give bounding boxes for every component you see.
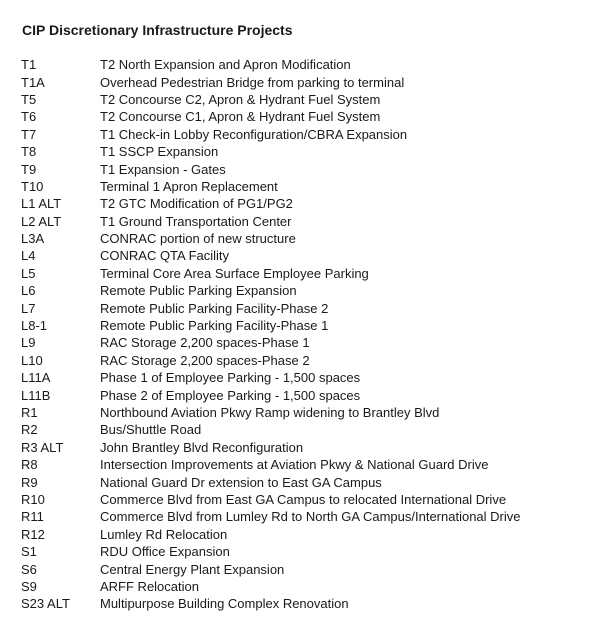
project-row (0, 421, 598, 438)
project-description: Multipurpose Building Complex Renovation (100, 596, 349, 612)
project-code: T7 (21, 126, 37, 142)
project-code: T10 (21, 178, 44, 194)
project-row (0, 126, 598, 143)
project-code: L8-1 (21, 318, 48, 334)
project-code: L6 (21, 283, 36, 299)
project-row (0, 404, 598, 421)
project-code: S1 (21, 544, 37, 560)
project-description: ARFF Relocation (100, 578, 199, 594)
project-description: T2 GTC Modification of PG1/PG2 (100, 196, 293, 212)
project-row (0, 282, 598, 299)
project-description: National Guard Dr extension to East GA Campus (100, 474, 382, 490)
project-row (0, 213, 598, 230)
document-title: CIP Discretionary Infrastructure Projects (22, 22, 293, 38)
project-row (0, 108, 598, 125)
project-row (0, 508, 598, 525)
project-row (0, 91, 598, 108)
project-description: T2 Concourse C2, Apron & Hydrant Fuel System (100, 91, 381, 107)
project-code: R9 (21, 474, 38, 490)
project-description: CONRAC portion of new structure (100, 231, 296, 247)
project-description: RAC Storage 2,200 spaces-Phase 2 (100, 352, 310, 368)
project-description: Phase 1 of Employee Parking - 1,500 spaces (100, 370, 361, 386)
project-description: Commerce Blvd from East GA Campus to relocated International Drive (100, 491, 507, 507)
project-description: T2 Concourse C1, Apron & Hydrant Fuel System (100, 109, 381, 125)
project-code: T5 (21, 91, 37, 107)
project-code: L5 (21, 265, 36, 281)
project-description: Remote Public Parking Facility-Phase 1 (100, 318, 329, 334)
project-row (0, 560, 598, 577)
project-code: S23 ALT (21, 596, 70, 612)
project-row (0, 578, 598, 595)
project-description: RDU Office Expansion (100, 544, 230, 560)
project-code: L1 ALT (21, 196, 62, 212)
project-description: Terminal 1 Apron Replacement (100, 178, 278, 194)
project-code: R2 (21, 422, 38, 438)
project-description: Overhead Pedestrian Bridge from parking to terminal (100, 74, 405, 90)
project-row (0, 473, 598, 490)
project-description: John Brantley Blvd Reconfiguration (100, 439, 304, 455)
project-list (0, 56, 598, 613)
project-code: L9 (21, 335, 36, 351)
project-description: RAC Storage 2,200 spaces-Phase 1 (100, 335, 310, 351)
project-code: T6 (21, 109, 37, 125)
project-code: T1 (21, 57, 37, 73)
project-row (0, 56, 598, 73)
project-row (0, 317, 598, 334)
project-code: T1A (21, 74, 45, 90)
project-row (0, 386, 598, 403)
project-description: Lumley Rd Relocation (100, 526, 228, 542)
project-description: Northbound Aviation Pkwy Ramp widening to Brantley Blvd (100, 405, 440, 420)
project-row (0, 247, 598, 264)
project-row (0, 439, 598, 456)
project-code: L10 (21, 352, 43, 368)
project-code: L11A (21, 370, 51, 386)
project-description: Intersection Improvements at Aviation Pkwy & National Guard Drive (100, 457, 489, 473)
project-row (0, 143, 598, 160)
project-code: L11B (21, 387, 51, 403)
project-row (0, 178, 598, 195)
project-row (0, 160, 598, 177)
project-row (0, 491, 598, 508)
project-code: R3 ALT (21, 439, 64, 455)
project-code: T9 (21, 161, 37, 177)
project-description: Terminal Core Area Surface Employee Parking (100, 265, 369, 281)
project-description: T1 Ground Transportation Center (100, 213, 292, 229)
project-code: L2 ALT (21, 213, 62, 229)
project-row (0, 195, 598, 212)
project-code: R12 (21, 526, 45, 542)
project-row (0, 265, 598, 282)
project-row (0, 369, 598, 386)
project-description: T1 SSCP Expansion (100, 144, 219, 160)
project-description: T2 North Expansion and Apron Modification (100, 57, 351, 73)
project-description: Phase 2 of Employee Parking - 1,500 spaces (100, 387, 361, 403)
project-code: L4 (21, 248, 36, 264)
project-description: Commerce Blvd from Lumley Rd to North GA Campus/International Drive (100, 509, 521, 525)
project-code: S9 (21, 578, 37, 594)
project-row (0, 526, 598, 543)
project-row (0, 230, 598, 247)
project-description: Remote Public Parking Facility-Phase 2 (100, 300, 329, 316)
project-code: R11 (21, 509, 44, 525)
project-description: T1 Check-in Lobby Reconfiguration/CBRA Expansion (100, 126, 408, 142)
project-row (0, 299, 598, 316)
project-code: R1 (21, 405, 38, 420)
project-description: T1 Expansion - Gates (100, 161, 226, 177)
project-description: CONRAC QTA Facility (100, 248, 230, 264)
project-row (0, 456, 598, 473)
project-code: T8 (21, 144, 37, 160)
project-code: L3A (21, 231, 45, 247)
project-code: S6 (21, 561, 37, 577)
project-row (0, 595, 598, 612)
project-row (0, 543, 598, 560)
project-code: R8 (21, 457, 38, 473)
project-row (0, 334, 598, 351)
project-row (0, 352, 598, 369)
project-code: L7 (21, 300, 36, 316)
project-description: Central Energy Plant Expansion (100, 561, 285, 577)
project-code: R10 (21, 491, 45, 507)
project-description: Remote Public Parking Expansion (100, 283, 297, 299)
project-description: Bus/Shuttle Road (100, 422, 202, 438)
project-row (0, 73, 598, 90)
